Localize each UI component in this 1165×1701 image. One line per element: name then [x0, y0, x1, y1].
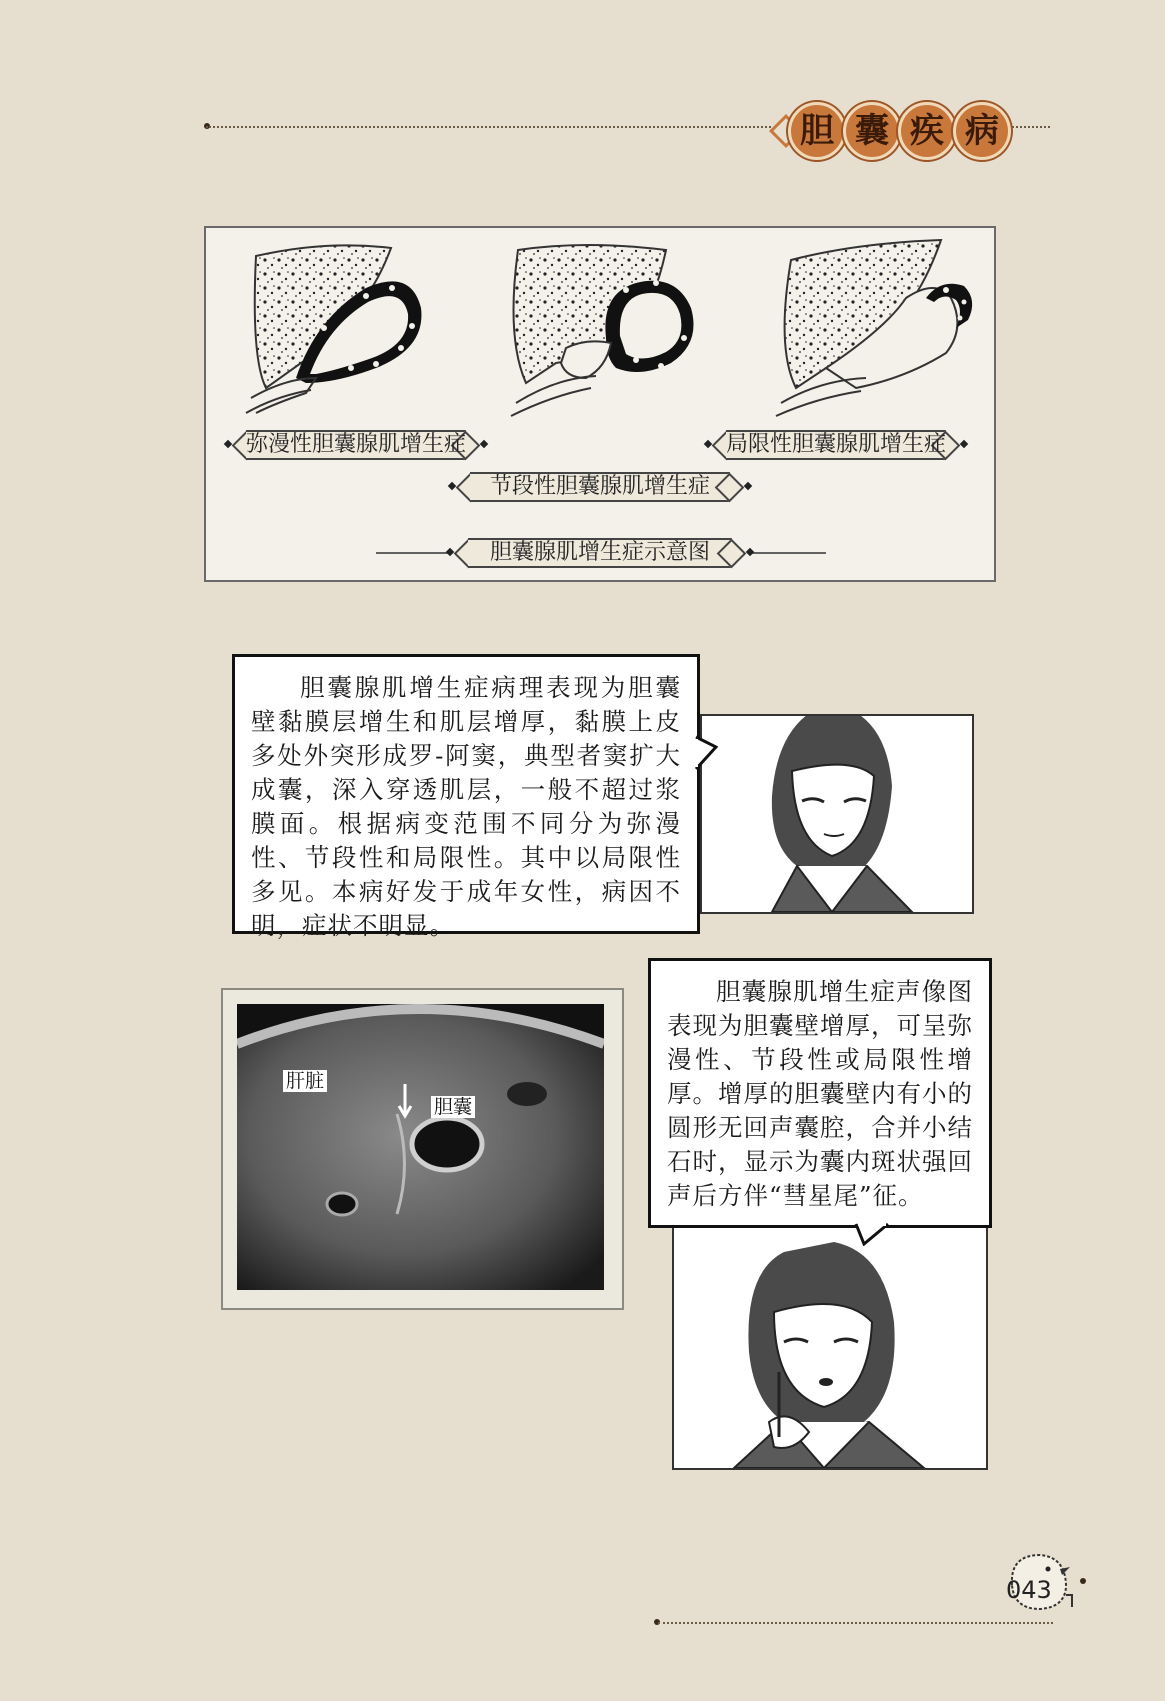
chapter-title-char: 疾 [898, 102, 956, 160]
chapter-title [780, 100, 1005, 156]
footer-rule [658, 1622, 1053, 1624]
header-rule [206, 126, 771, 128]
bubble-1-text: 胆囊腺肌增生症病理表现为胆囊壁黏膜层增生和肌层增厚，黏膜上皮多处外突形成罗-阿窦，典型者窦扩大成囊，深入穿透肌层，一般不超过浆膜面。根据病变范围不同分为弥漫性、节段性和局限性。其中以局限性多见。本病好发于成年女性，病因不明，症状不明显。 [251, 673, 681, 940]
label-liver: 肝脏 [283, 1070, 327, 1092]
label-segmental [452, 472, 748, 502]
character-panel-2 [672, 1220, 988, 1470]
gallbladder-illustrations [206, 228, 994, 580]
diagram-caption-text: 胆囊腺肌增生症示意图 [489, 540, 710, 565]
speech-bubble-2 [648, 958, 992, 1228]
character-portrait [674, 1222, 986, 1468]
bubble-2-text: 胆囊腺肌增生症声像图表现为胆囊壁增厚，可呈弥漫性、节段性或局限性增厚。增厚的胆囊壁内有小的圆形无回声囊腔，合并小结石时，显示为囊内斑状强回声后方伴“彗星尾”征。 [667, 977, 973, 1210]
ultrasound-scan [237, 1004, 604, 1290]
chapter-title-char: 胆 [788, 102, 846, 160]
character-portrait [702, 716, 972, 912]
label-segmental-text: 节段性胆囊腺肌增生症 [489, 474, 710, 499]
character-panel-1 [700, 714, 974, 914]
label-gallbladder: 胆囊 [431, 1096, 475, 1118]
diffuse-type-illustration [246, 245, 421, 413]
page-number: 043 [1006, 1576, 1052, 1604]
speech-bubble-1-tail [694, 735, 718, 771]
label-localized [708, 430, 964, 460]
label-diffuse [228, 430, 484, 460]
chapter-title-char: 囊 [843, 102, 901, 160]
diagram-caption [450, 538, 750, 568]
speech-bubble-1 [232, 654, 700, 940]
chapter-title-char: 病 [953, 102, 1011, 160]
label-diffuse-text: 弥漫性胆囊腺肌增生症 [245, 432, 466, 457]
localized-type-illustration [776, 240, 972, 416]
ultrasound-image [237, 1004, 604, 1290]
speech-bubble-2-tail [854, 1222, 890, 1246]
label-localized-text: 局限性胆囊腺肌增生症 [725, 432, 946, 457]
adenomyomatosis-diagram [204, 226, 996, 582]
segmental-type-illustration [511, 245, 694, 416]
footer-dot-right [1080, 1578, 1086, 1584]
